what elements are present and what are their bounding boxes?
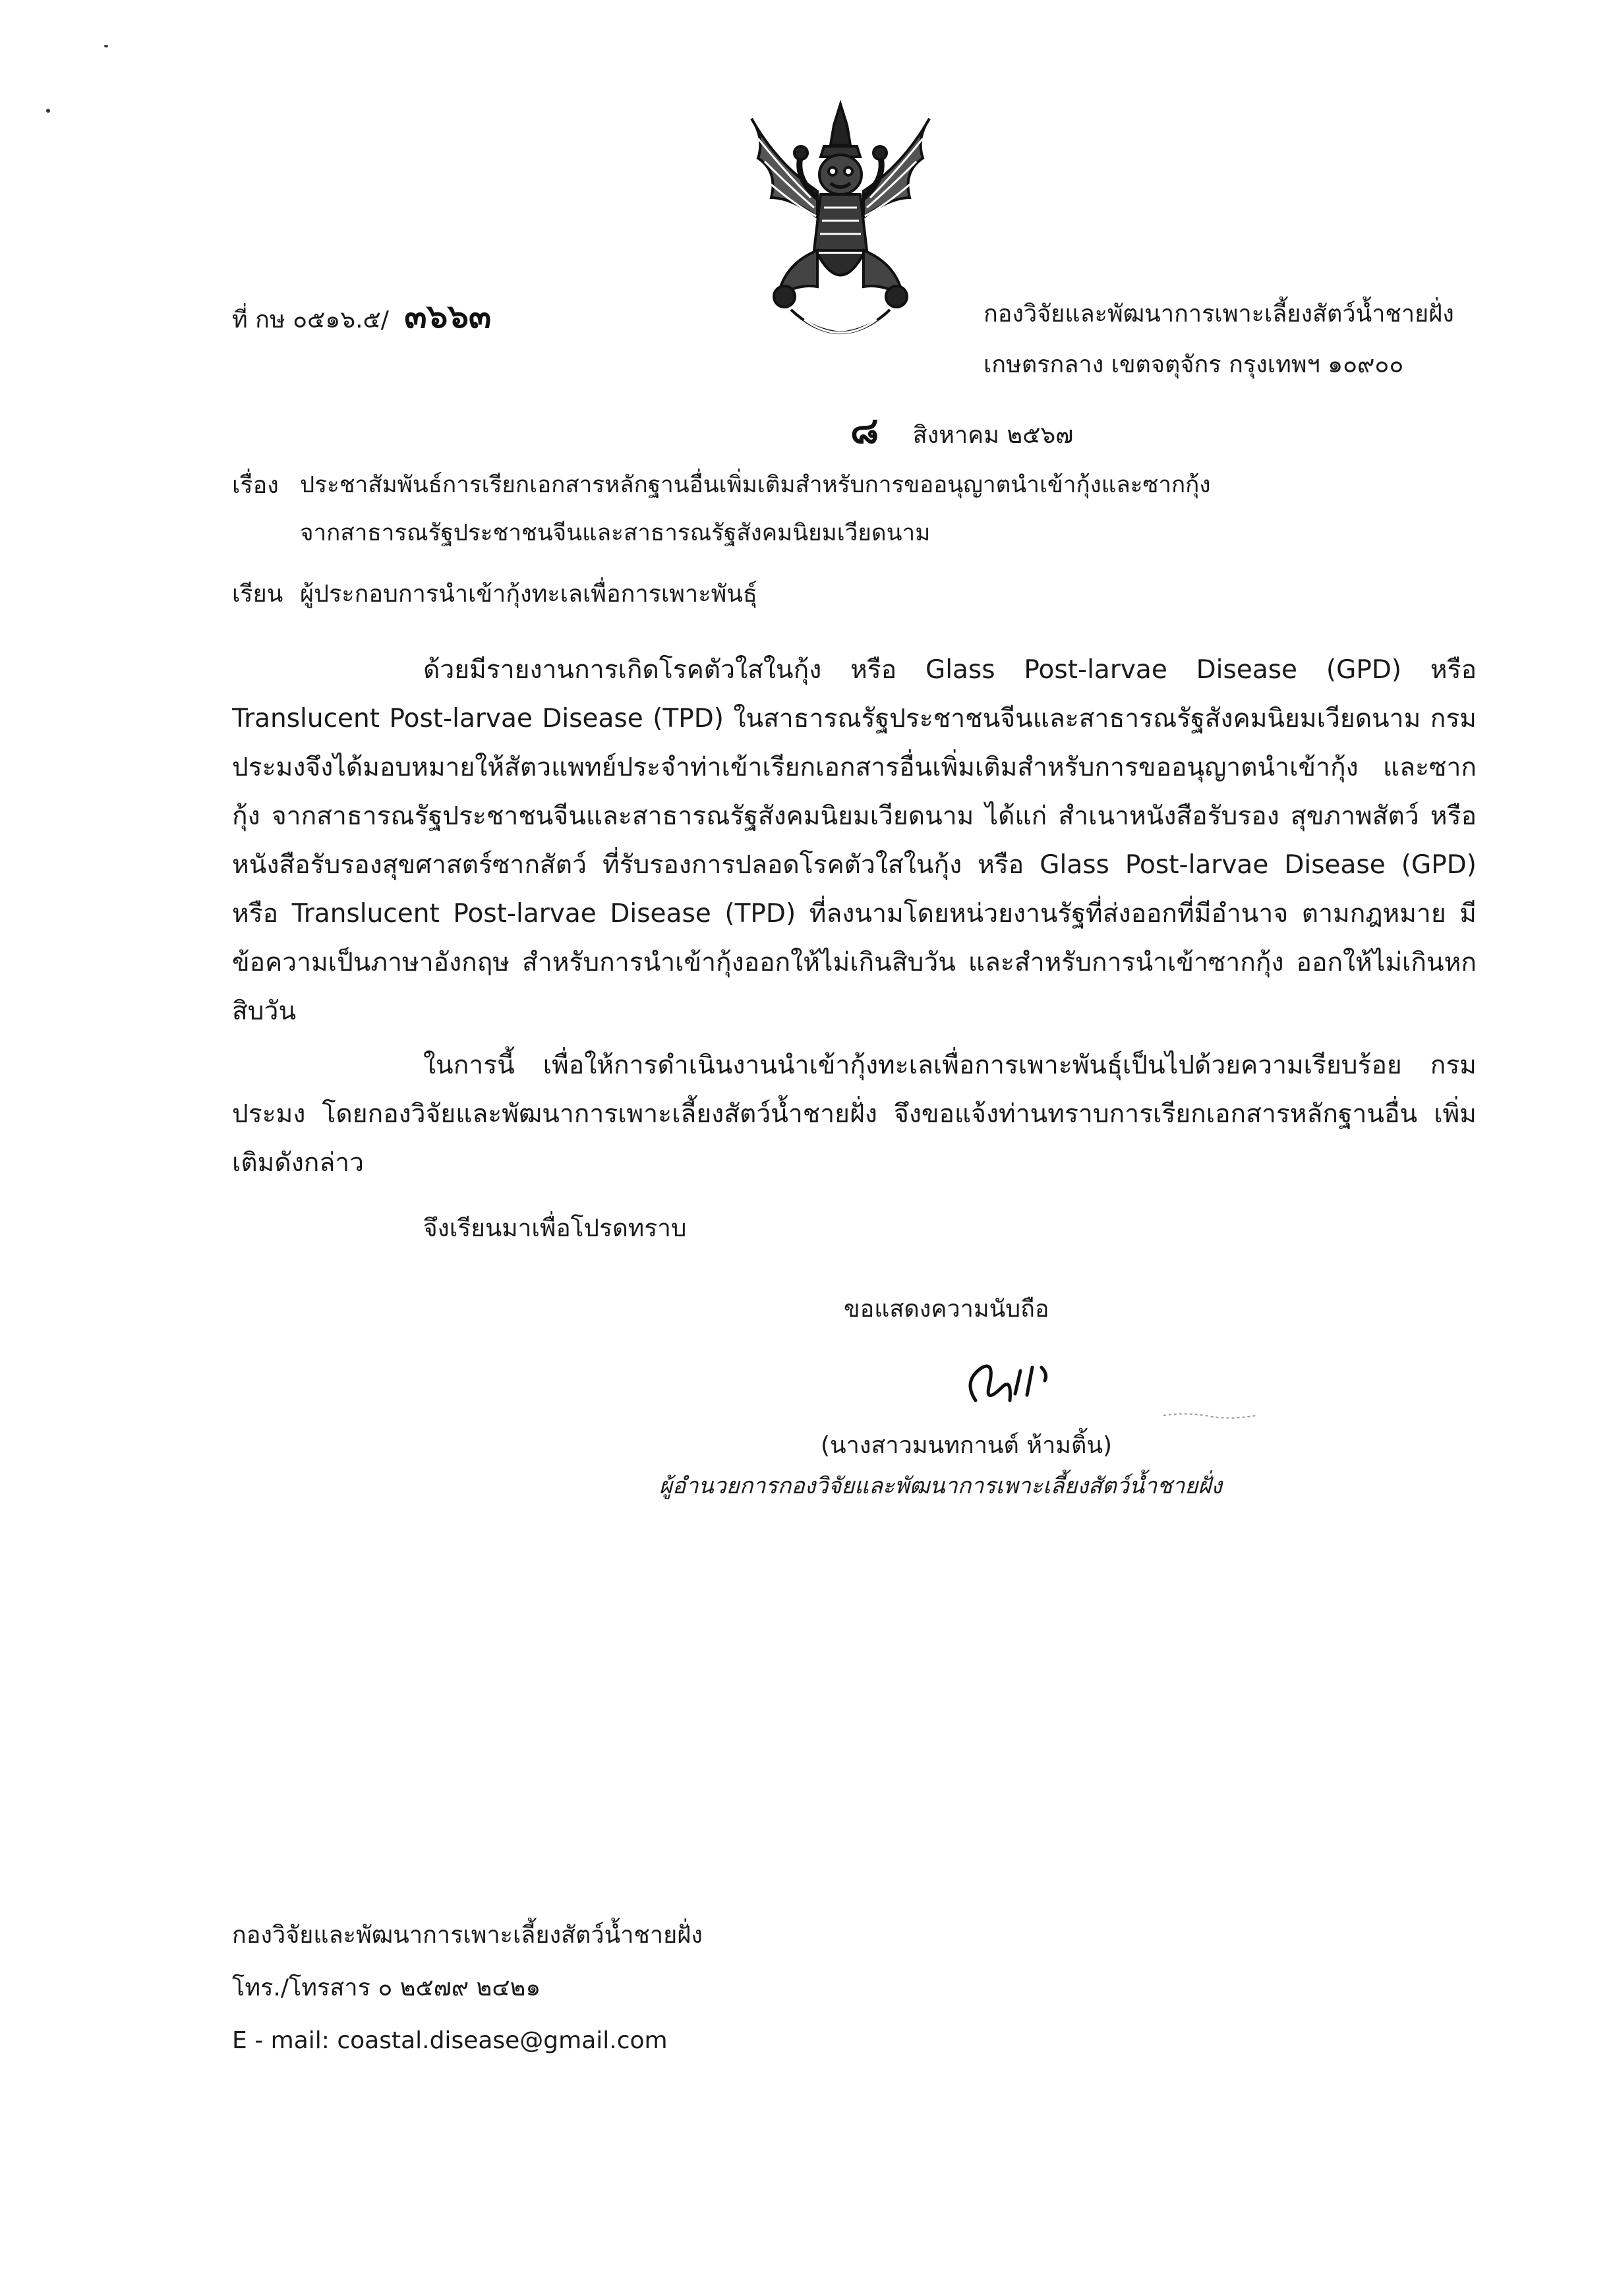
body-paragraph-1 xyxy=(232,646,1477,1036)
footer-phone: โทร./โทรสาร ๐ ๒๕๗๙ ๒๔๒๑ xyxy=(232,1974,541,2001)
sender-name: กองวิจัยและพัฒนาการเพาะเลี้ยงสัตว์น้ำชายฝั่ง xyxy=(983,301,1454,328)
date-month-year: สิงหาคม ๒๕๖๗ xyxy=(912,422,1074,449)
footer-org: กองวิจัยและพัฒนาการเพาะเลี้ยงสัตว์น้ำชายฝั่ง xyxy=(232,1922,703,1949)
reference-line xyxy=(232,297,491,336)
garuda-emblem-icon xyxy=(738,99,943,356)
subject-label: เรื่อง xyxy=(232,472,279,499)
addressee: ผู้ประกอบการนำเข้ากุ้งทะเลเพื่อการเพาะพันธุ์ xyxy=(300,581,757,608)
reference-number: ๓๖๖๓ xyxy=(404,297,492,335)
sender-address: เกษตรกลาง เขตจตุจักร กรุงเทพฯ ๑๐๙๐๐ xyxy=(983,351,1404,378)
date-day: ๘ xyxy=(850,409,879,452)
reference-label: ที่ กษ ๐๕๑๖.๕/ xyxy=(232,306,389,333)
signature-scribble xyxy=(1160,1409,1259,1422)
subject-line-1: ประชาสัมพันธ์การเรียกเอกสารหลักฐานอื่นเพิ่มเติมสำหรับการขออนุญาตนำเข้ากุ้งและซากกุ้ง xyxy=(300,472,1211,498)
signer-name: (นางสาวมนทกานต์ ห้ามติ้น) xyxy=(821,1432,1113,1459)
body-paragraph-2-text: ในการนี้ เพื่อให้การดำเนินงานนำเข้ากุ้งทะเลเพื่อการเพาะพันธุ์เป็นไปด้วยความเรียบร้อย กรมประมง โดยกองวิจัยและพัฒนาการเพาะเลี้ยงสัตว์น้ำชายฝั่ง จึงขอแจ้งท่านทราบการเรียกเอกสารหลักฐานอื่น เพิ่มเติมดังกล่าว xyxy=(232,1050,1477,1178)
handwritten-signature xyxy=(949,1354,1121,1414)
signer-title: ผู้อำนวยการกองวิจัยและพัฒนาการเพาะเลี้ยงสัตว์น้ำชายฝั่ง xyxy=(659,1473,1222,1499)
body-paragraph-2 xyxy=(232,1041,1477,1188)
scan-speck xyxy=(46,109,50,113)
body-paragraph-3: จึงเรียนมาเพื่อโปรดทราบ xyxy=(423,1214,687,1242)
closing: ขอแสดงความนับถือ xyxy=(844,1296,1049,1323)
letter-date xyxy=(850,409,1073,453)
scan-speck xyxy=(104,45,108,47)
footer-email: E - mail: coastal.disease@gmail.com xyxy=(232,2027,668,2054)
subject-line-2: จากสาธารณรัฐประชาชนจีนและสาธารณรัฐสังคมนิยมเวียดนาม xyxy=(300,520,931,546)
body-paragraph-1-text: ด้วยมีรายงานการเกิดโรคตัวใสในกุ้ง หรือ Glass Post-larvae Disease (GPD) หรือ Translucent Post-larvae Disease (TPD) ในสาธารณรัฐประชาชนจีนและสาธารณรัฐสังคมนิยมเวียดนาม กรมประมงจึงได้มอบหมายให้สัตวแพทย์ประจำท่าเข้าเรียกเอกสารอื่นเพิ่มเติมสำหรับการขออนุญาตนำเข้ากุ้ง และซากกุ้ง จากสาธารณรัฐประชาชนจีนและสาธารณรัฐสังคมนิยมเวียดนาม ได้แก่ สำเนาหนังสือรับรอง สุขภาพสัตว์ หรือหนังสือรับรองสุขศาสตร์ซากสัตว์ ที่รับรองการปลอดโรคตัวใสในกุ้ง หรือ Glass Post-larvae Disease (GPD) หรือ Translucent Post-larvae Disease (TPD) ที่ลงนามโดยหน่วยงานรัฐที่ส่งออกที่มีอำนาจ ตามกฎหมาย มีข้อความเป็นภาษาอังกฤษ สำหรับการนำเข้ากุ้งออกให้ไม่เกินสิบวัน และสำหรับการนำเข้าซากกุ้ง ออกให้ไม่เกินหกสิบวัน xyxy=(232,655,1477,1026)
to-label: เรียน xyxy=(232,581,283,608)
